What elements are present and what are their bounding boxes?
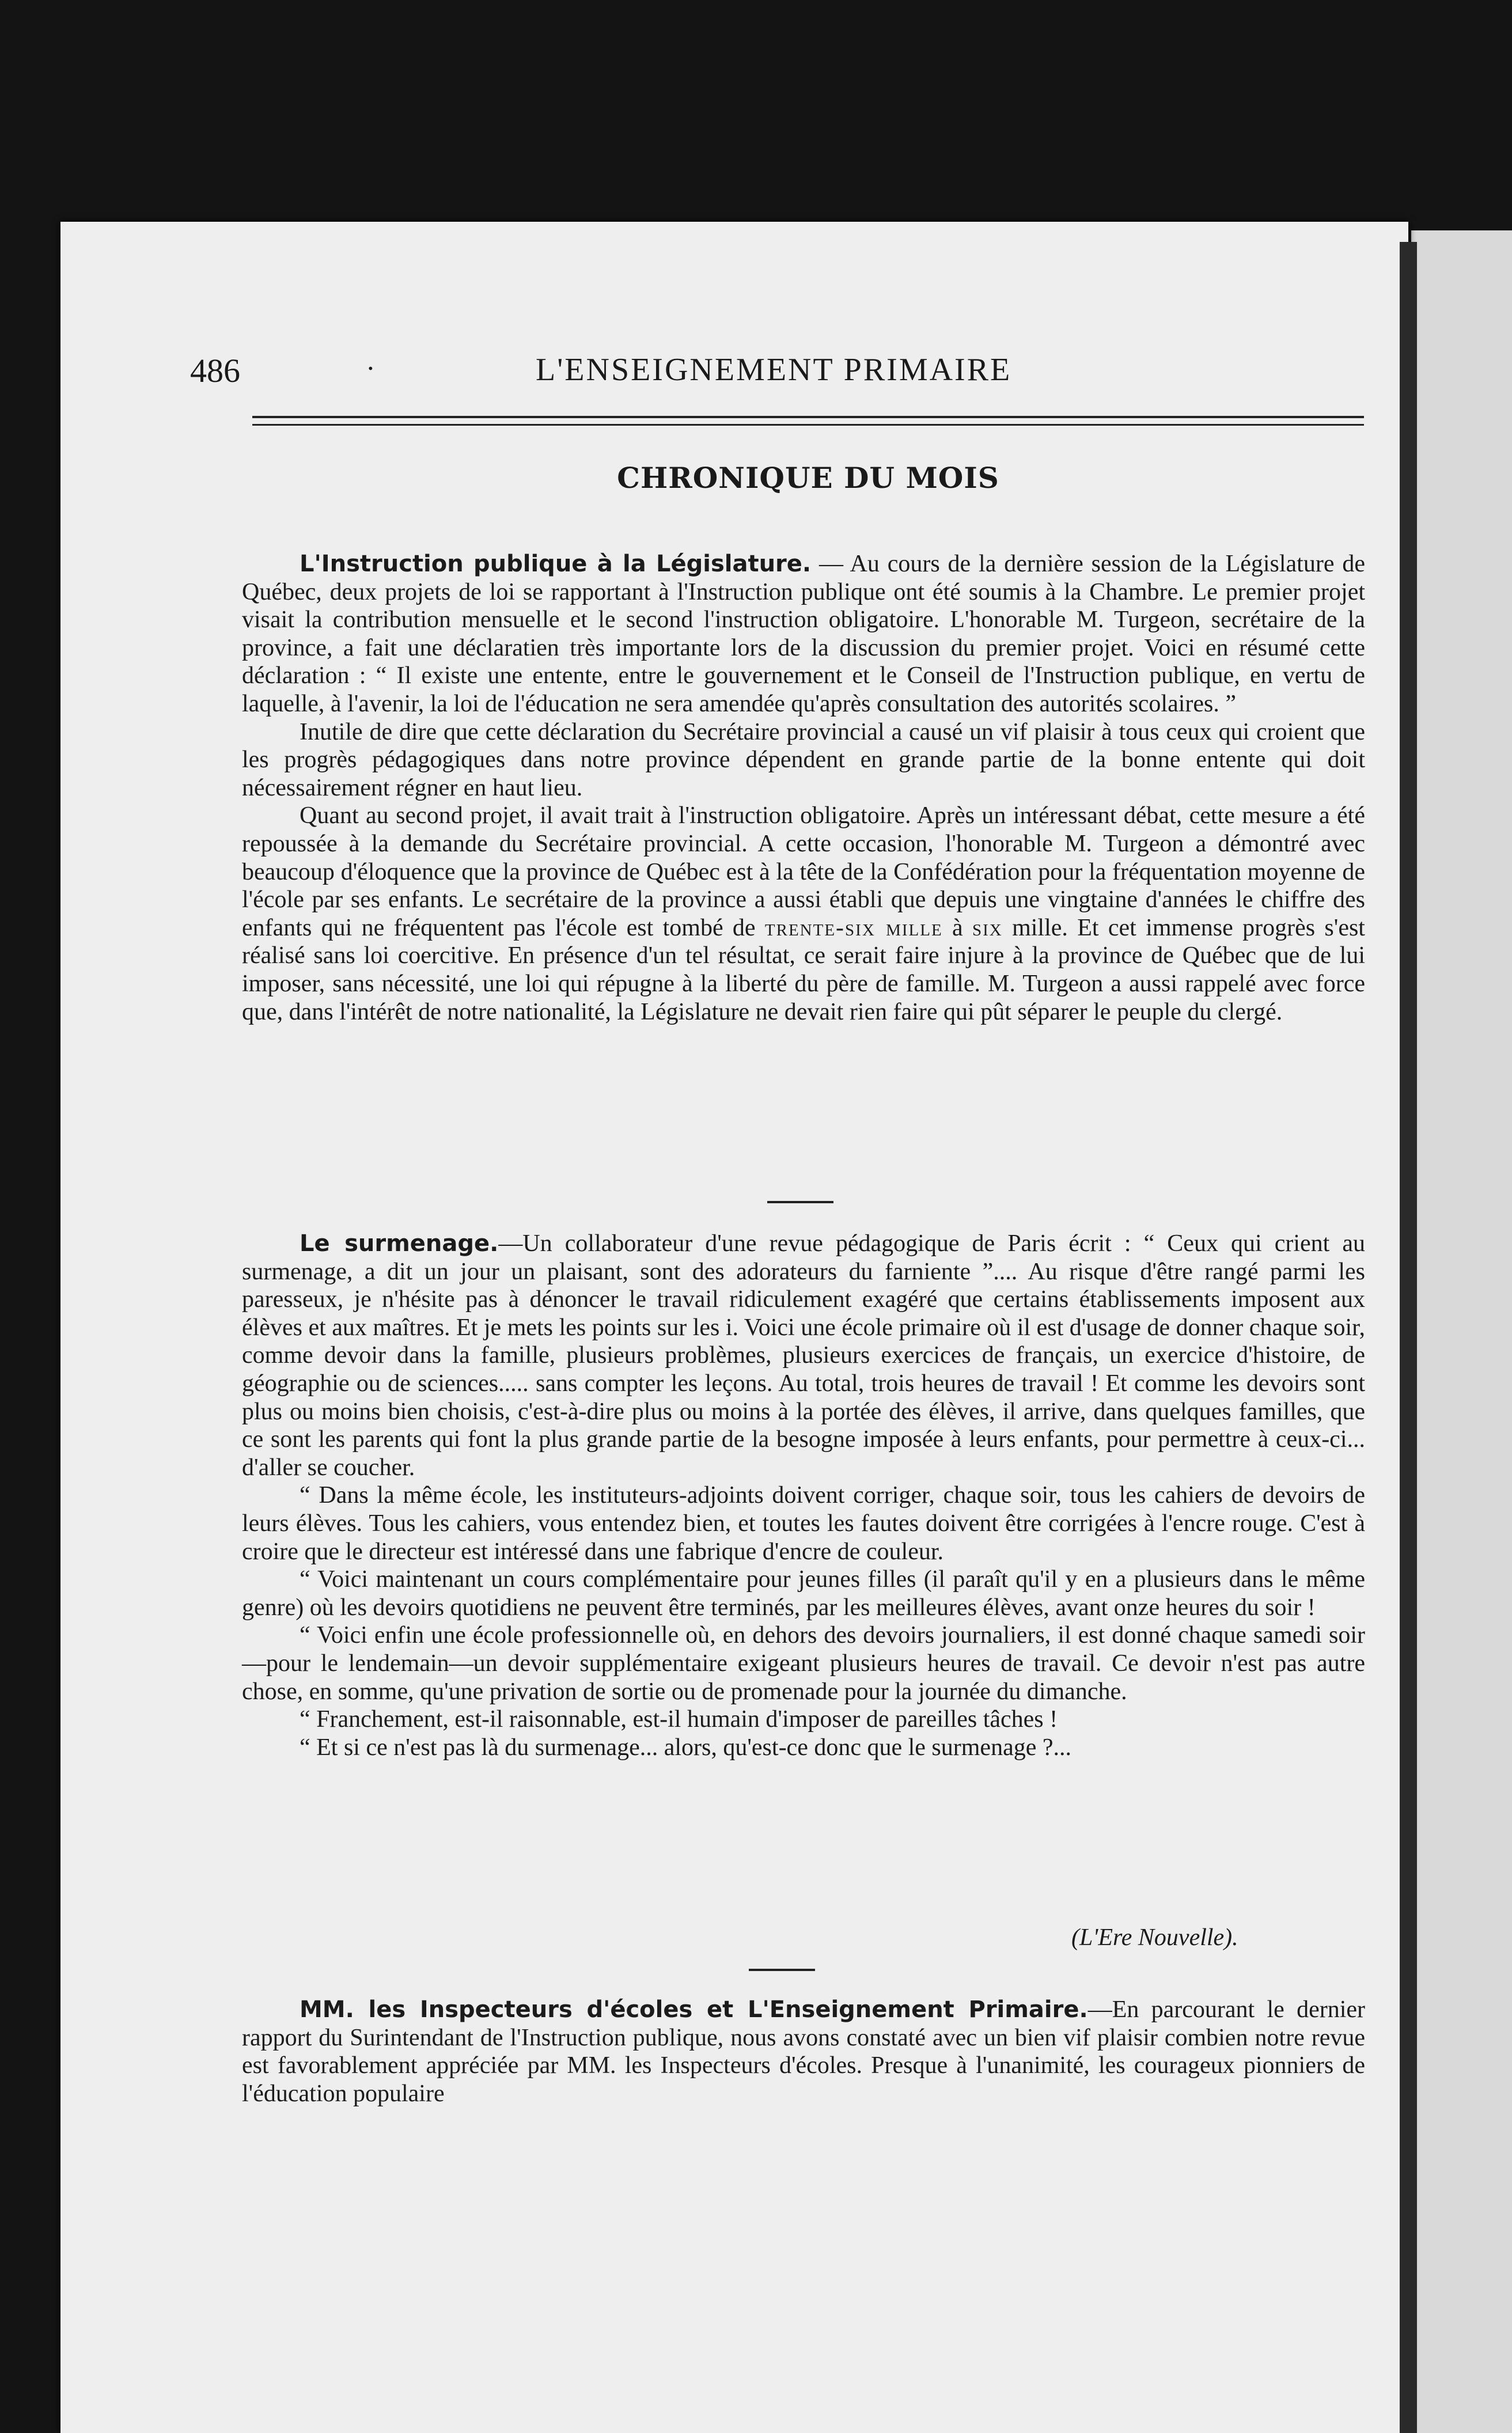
article2-paragraph-6: “ Et si ce n'est pas là du surmenage... alors, qu'est-ce donc que le surmenage ?... xyxy=(300,1734,1072,1761)
header-rule-top xyxy=(252,416,1364,418)
article2-paragraph-4: “ Voici enfin une école professionnelle où, en dehors des devoirs journaliers, il est donné chaque samedi soir—pour le lendemain—un devoir supplémentaire exigeant plusieurs heures de travail. Ce devoir n'est pas autre chose, en somme, qu'une privation de sortie ou de promenade pour la journée du dimanche. xyxy=(242,1622,1365,1705)
article1-text-3a: Quant au second projet, il avait trait à l'instruction obligatoire. Après un intéressant débat, cette mesure a été repoussée à la demande du Secrétaire provincial. A cette occasion, l'honorable M. Turgeon a démontré avec beaucoup d'éloquence que la province de Québec est à la tête de la Confédération pour la fréquentation moyenne de l'école par ses enfants. Le secrétaire de la province a aussi établi que depuis une vingtaine d'années le chiffre des enfants qui ne fréquentent pas l'école est tombé de xyxy=(242,802,1365,941)
header-separator: · xyxy=(366,352,376,384)
article1-text-1: — Au cours de la dernière session de la Législature de Québec, deux projets de loi se rapportant à l'Instruction publique ont été soumis à la Chambre. Le premier projet visait la contribution mensuelle et le second l'instruction obligatoire. L'honorable M. Turgeon, secrétaire de la province, a fait une déclaratien très importante lors de la discussion du premier projet. Voici en résumé cette déclaration : “ Il existe une entente, entre le gouvernement et le Conseil de l'Instruction publique, en vertu de laquelle, à l'avenir, la loi de l'éducation ne sera amendée qu'après consultation des autorités scolaires. ” xyxy=(242,551,1365,717)
article1-heading: L'Instruction publique à la Législature. xyxy=(300,551,812,577)
article2-heading: Le surmenage. xyxy=(300,1230,499,1257)
article-instruction-publique xyxy=(242,550,1365,1026)
article1-paragraph-2: Inutile de dire que cette déclaration du Secrétaire provincial a causé un vif plaisir à tous ceux qui croient que les progrès pédagogiques dans notre province dépendent en grande partie de la bonne entente qui doit nécessairement régner en haut lieu. xyxy=(242,718,1365,801)
article2-paragraph-5: “ Franchement, est-il raisonnable, est-il humain d'imposer de pareilles tâches ! xyxy=(300,1706,1058,1733)
running-title: L'ENSEIGNEMENT PRIMAIRE xyxy=(536,352,1012,388)
page-binding-shadow xyxy=(1400,242,1417,2433)
article2-paragraph-1 xyxy=(242,1230,1365,1481)
next-page-edge xyxy=(1411,230,1512,2433)
article3-paragraph-1 xyxy=(242,1996,1365,2108)
article3-heading: MM. les Inspecteurs d'écoles et L'Enseignement Primaire. xyxy=(300,1996,1088,2023)
section-separator-1 xyxy=(767,1201,833,1203)
article1-text-3c: mille. Et cet immense progrès s'est réalisé sans loi coercitive. En présence d'un tel résultat, ce serait faire injure à la province de Québec que de lui imposer, sans nécessité, une loi qui répugne à la liberté du père de famille. M. Turgeon a aussi rappelé avec force que, dans l'intérêt de notre nationalité, la Législature ne devait rien faire qui pût séparer le peuple du clergé. xyxy=(242,914,1365,1025)
article2-text-1: —Un collaborateur d'une revue pédagogique de Paris écrit : “ Ceux qui crient au surmenage, a dit un jour un plaisant, sont des adorateurs du farniente ”.... Au risque d'être rangé parmi les paresseux, je n'hésite pas à dénoncer le travail ridiculement exagéré que certains établissements imposent aux élèves et aux maîtres. Et je mets les points sur les i. Voici une école primaire où il est d'usage de donner chaque soir, comme devoir dans la famille, plusieurs problèmes, plusieurs exercices de français, un exercice d'histoire, de géographie ou de sciences..... sans compter les leçons. Au total, trois heures de travail ! Et comme les devoirs sont plus ou moins bien choisis, c'est-à-dire plus ou moins à la portée des élèves, il arrive, dans quelques familles, que ce sont les parents qui font la plus grande partie de la besogne imposée à leurs enfants, pour permettre à ceux-ci... d'aller se coucher. xyxy=(242,1230,1365,1481)
article2-paragraph-3: “ Voici maintenant un cours complémentaire pour jeunes filles (il paraît qu'il y en a plusieurs dans le même genre) où les devoirs quotidiens ne peuvent être terminés, par les meilleures élèves, avant onze heures du soir ! xyxy=(242,1566,1365,1621)
article3-text-1: —En parcourant le dernier rapport du Surintendant de l'Instruction publique, nous avons constaté avec un bien vif plaisir combien notre revue est favorablement appréciée par MM. les Inspecteurs d'écoles. Presque à l'unanimité, les courageux pionniers de l'éducation populaire xyxy=(242,1996,1365,2107)
header-rule-bottom xyxy=(252,424,1364,426)
article1-paragraph-3 xyxy=(242,802,1365,1026)
section-title: CHRONIQUE DU MOIS xyxy=(617,461,999,495)
article2-source: (L'Ere Nouvelle). xyxy=(1071,1924,1238,1951)
section-separator-2 xyxy=(749,1969,815,1971)
article-surmenage xyxy=(242,1230,1365,1761)
article2-paragraph-2: “ Dans la même école, les instituteurs-adjoints doivent corriger, chaque soir, tous les cahiers de devoirs de leurs élèves. Tous les cahiers, vous entendez bien, et toutes les fautes doivent être corrigées à l'encre rouge. C'est à croire que le directeur est intéressé dans une fabrique d'encre de couleur. xyxy=(242,1482,1365,1565)
smallcaps-figure-2: six xyxy=(972,914,1003,941)
article1-paragraph-1 xyxy=(242,550,1365,718)
page-header xyxy=(190,351,1077,397)
article-inspecteurs xyxy=(242,1996,1365,2108)
page-number: 486 xyxy=(190,352,240,389)
smallcaps-figure-1: trente-six mille xyxy=(764,914,943,941)
article1-text-3b: à xyxy=(942,914,972,941)
